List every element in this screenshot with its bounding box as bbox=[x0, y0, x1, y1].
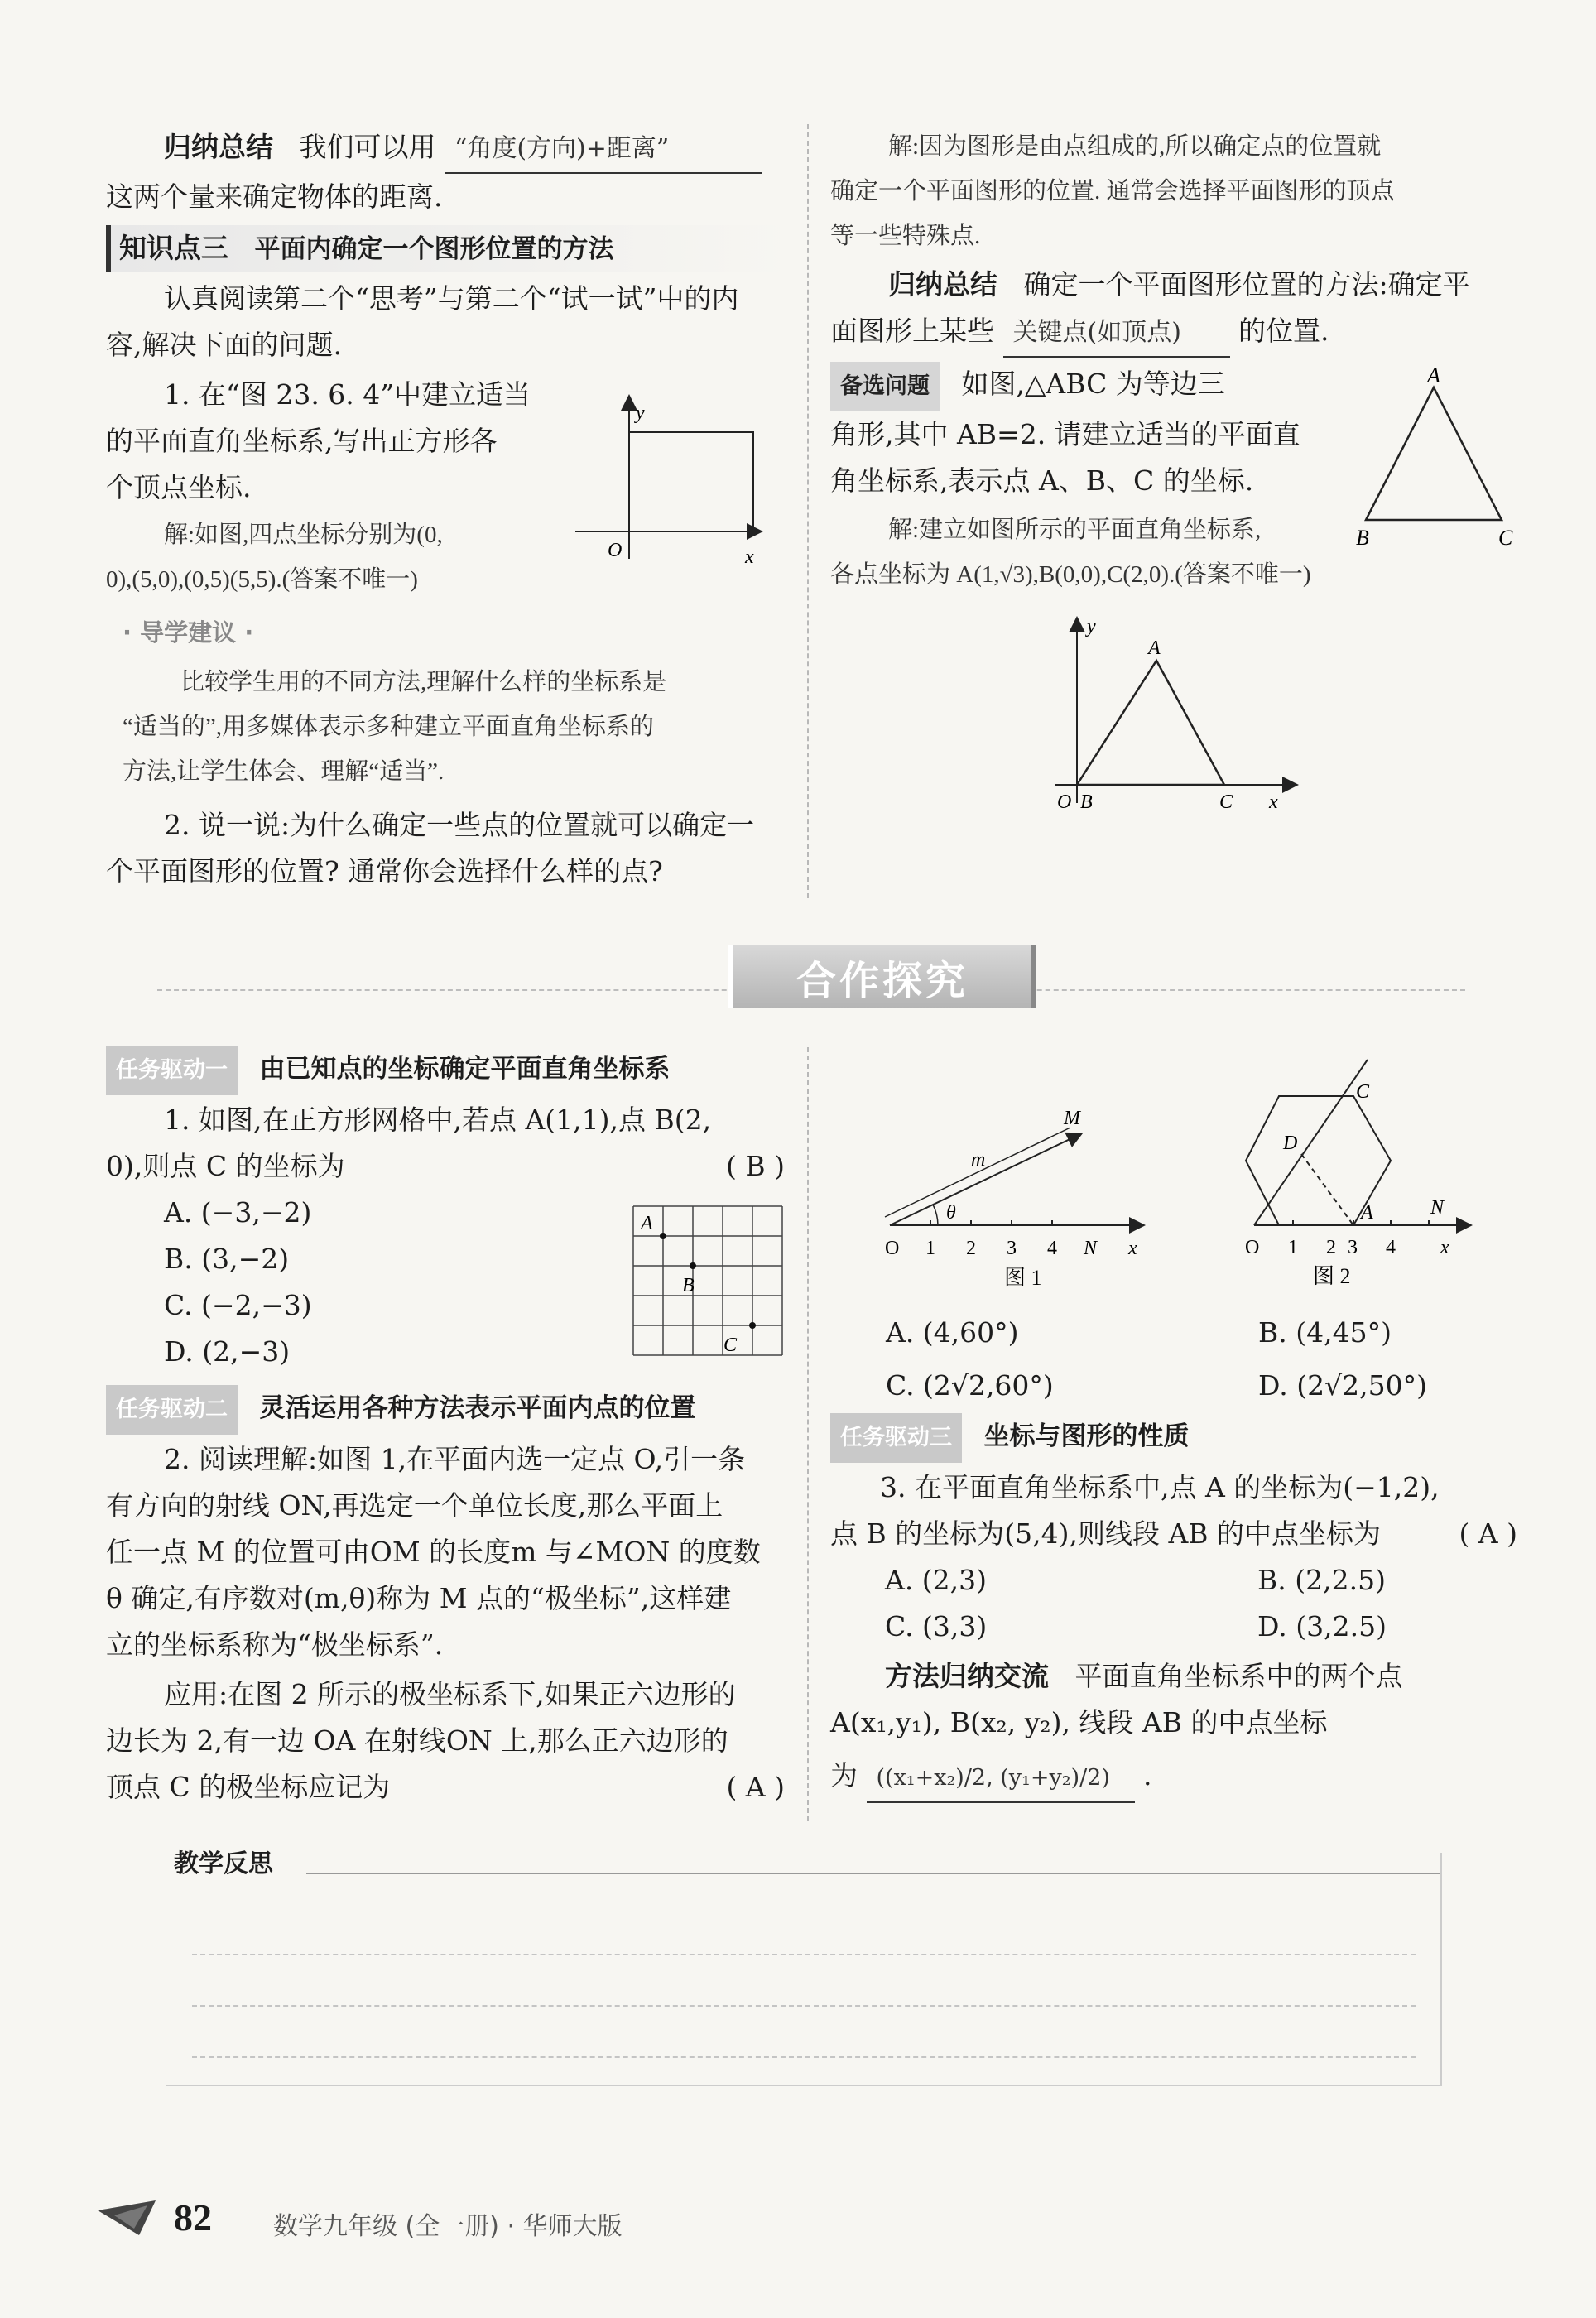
summary2-answer: 关键点(如顶点) bbox=[1003, 310, 1230, 358]
task2-option-b: B. (4,45°) bbox=[1258, 1316, 1392, 1349]
summary-text: 我们可以用 bbox=[299, 131, 436, 163]
n-label: N bbox=[1084, 1238, 1098, 1259]
x-label: x bbox=[1269, 791, 1278, 813]
a-label: A bbox=[1361, 1202, 1373, 1224]
method-line-2: A(x₁,y₁), B(x₂, y₂), 线段 AB 的中点坐标 bbox=[830, 1706, 1328, 1738]
task2-app-line-1: 应用:在图 2 所示的极坐标系下,如果正六边形的 bbox=[164, 1678, 736, 1710]
point-b-label: B bbox=[1356, 526, 1369, 550]
summary2-cont-a: 面图形上某些 bbox=[830, 315, 994, 347]
task3-answer: ( A ) bbox=[1459, 1517, 1517, 1550]
origin-label: O bbox=[1057, 791, 1072, 813]
tick-4: 4 bbox=[1047, 1238, 1057, 1259]
task3-tag: 任务驱动三 bbox=[830, 1413, 962, 1463]
guide-line-2: “适当的”,用多媒体表示多种建立平面直角坐标系的 bbox=[123, 714, 654, 740]
angle-arc bbox=[933, 1205, 938, 1225]
q1-line-2: 的平面直角坐标系,写出正方形各 bbox=[106, 425, 498, 457]
point-b bbox=[690, 1262, 696, 1269]
spare-line-2: 角形,其中 AB=2. 请建立适当的平面直 bbox=[830, 418, 1300, 450]
task1-option-b: B. (3,−2) bbox=[164, 1243, 290, 1275]
point-c bbox=[749, 1322, 756, 1329]
q1-solution-line-2: 0),(5,0),(0,5)(5,5).(答案不唯一) bbox=[106, 566, 418, 593]
summary-continuation: 这两个量来确定物体的距离. bbox=[106, 180, 443, 213]
square-coordinate-figure bbox=[571, 389, 770, 571]
x-label: x bbox=[1128, 1238, 1137, 1259]
task2-option-d: D. (2√2,50°) bbox=[1258, 1369, 1428, 1402]
task2-options bbox=[886, 1310, 1515, 1409]
kp3-title: 平面内确定一个图形位置的方法 bbox=[254, 234, 614, 264]
x-label: x bbox=[1440, 1237, 1449, 1258]
q1-solution-line-1: 解:如图,四点坐标分别为(0, bbox=[164, 522, 443, 548]
guide-line-1: 比较学生用的不同方法,理解什么样的坐标系是 bbox=[180, 669, 667, 695]
task1-option-a: A. (−3,−2) bbox=[164, 1196, 312, 1229]
theta-label: θ bbox=[946, 1202, 956, 1224]
point-a-label: A bbox=[641, 1213, 653, 1234]
length-m-line bbox=[885, 1128, 1070, 1217]
reflection-line-1 bbox=[192, 1954, 1416, 1955]
reflection-top-rule bbox=[306, 1873, 1440, 1874]
intro-line-1: 认真阅读第二个“思考”与第二个“试一试”中的内 bbox=[164, 282, 739, 315]
task2-title: 灵活运用各种方法表示平面内点的位置 bbox=[259, 1393, 696, 1423]
summary2-text: 确定一个平面图形位置的方法:确定平 bbox=[1023, 268, 1470, 301]
banner-box bbox=[728, 945, 1036, 1008]
solution-line-1: 解:因为图形是由点组成的,所以确定点的位置就 bbox=[888, 133, 1382, 160]
spare-solution-line-2: 各点坐标为 A(1,√3),B(0,0),C(2,0).(答案不唯一) bbox=[830, 561, 1311, 588]
q2-line-2: 个平面图形的位置? 通常你会选择什么样的点? bbox=[106, 855, 663, 887]
task3-block: 任务驱动三 坐标与图形的性质 3. 在平面直角坐标系中,点 A 的坐标为(−1,2), 点 B 的坐标为(5,4),则线段 AB 的中点坐标为 ( A ) A. (2,3) B. (2,2.5) C. (3,3) D. (3,2.5) 方法归纳交流 平面直角坐标系中的两个点 A(x₁,y₁), B(x₂, y₂), 线段 AB 的中点坐标 为 ((x₁+x₂)/2, (y₁+y₂)/2) . bbox=[830, 1412, 1517, 1803]
spare-solution-line-1: 解:建立如图所示的平面直角坐标系, bbox=[888, 517, 1262, 543]
task3-q-line-2: 点 B 的坐标为(5,4),则线段 AB 的中点坐标为 bbox=[830, 1517, 1382, 1550]
spare-label: 备选问题 bbox=[830, 362, 940, 411]
summary-label: 归纳总结 bbox=[164, 131, 273, 163]
q1-line-3: 个顶点坐标. bbox=[106, 471, 252, 503]
spare-line-3: 角坐标系,表示点 A、B、C 的坐标. bbox=[830, 464, 1254, 497]
task1-option-d: D. (2,−3) bbox=[164, 1335, 291, 1368]
task3-q-line-1: 3. 在平面直角坐标系中,点 A 的坐标为(−1,2), bbox=[880, 1471, 1440, 1503]
task3-option-b: B. (2,2.5) bbox=[1257, 1564, 1386, 1596]
method-line-1: 平面直角坐标系中的两个点 bbox=[1074, 1660, 1403, 1692]
triangle-axes-figure bbox=[1047, 613, 1312, 828]
guide-label: · 导学建议 · bbox=[123, 618, 254, 647]
spare-line-1: 如图,△ABC 为等边三 bbox=[961, 368, 1225, 400]
point-c-label: C bbox=[723, 1335, 738, 1356]
point-c-label: C bbox=[1219, 791, 1233, 813]
task1-title: 由已知点的坐标确定平面直角坐标系 bbox=[259, 1054, 671, 1084]
method-label: 方法归纳交流 bbox=[885, 1660, 1049, 1692]
task2-app-line-2: 边长为 2,有一边 OA 在射线ON 上,那么正六边形的 bbox=[106, 1724, 728, 1757]
summary2-cont-b: 的位置. bbox=[1238, 315, 1329, 347]
task2-p-line-1: 2. 阅读理解:如图 1,在平面内选一定点 O,引一条 bbox=[164, 1443, 746, 1475]
kp3-label: 知识点三 bbox=[119, 232, 228, 264]
task3-title: 坐标与图形的性质 bbox=[983, 1421, 1190, 1451]
intro-line-2: 容,解决下面的问题. bbox=[106, 329, 342, 361]
reflection-box bbox=[166, 1849, 1442, 2086]
solution-line-3: 等一些特殊点. bbox=[830, 223, 981, 249]
method-line-3: 为 bbox=[830, 1759, 858, 1791]
triangle-abc-axes bbox=[1077, 661, 1224, 785]
tick-1: 1 bbox=[1288, 1237, 1298, 1258]
book-title: 数学九年级 (全一册) · 华师大版 bbox=[273, 2212, 623, 2241]
triangle-abc bbox=[1366, 387, 1502, 520]
m-point-label: M bbox=[1064, 1108, 1080, 1129]
task2-answer: ( A ) bbox=[726, 1771, 785, 1803]
banner-title: 合作探究 bbox=[796, 957, 969, 1004]
origin-label: O bbox=[608, 540, 623, 561]
task3-option-a: A. (2,3) bbox=[885, 1564, 988, 1596]
point-b-label: B bbox=[682, 1275, 695, 1296]
task1-tag: 任务驱动一 bbox=[106, 1046, 238, 1095]
reflection-label: 教学反思 bbox=[174, 1843, 281, 1879]
polar-figure-1 bbox=[873, 1093, 1155, 1291]
x-label: x bbox=[745, 546, 754, 568]
fig1-caption: 图 1 bbox=[1004, 1266, 1042, 1290]
task2-option-c: C. (2√2,60°) bbox=[886, 1369, 1054, 1402]
task2-tag: 任务驱动二 bbox=[106, 1385, 238, 1435]
polar-figure-2 bbox=[1233, 1051, 1482, 1291]
tick-2: 2 bbox=[1326, 1237, 1336, 1258]
triangle-figure bbox=[1349, 364, 1531, 563]
task1-answer: ( B ) bbox=[726, 1150, 785, 1182]
dashed-da bbox=[1301, 1154, 1353, 1225]
task2-p-line-4: θ 确定,有序数对(m,θ)称为 M 点的“极坐标”,这样建 bbox=[106, 1582, 732, 1614]
point-c-label: C bbox=[1498, 526, 1513, 550]
reflection-line-2 bbox=[192, 2005, 1416, 2007]
tick-o: O bbox=[1245, 1237, 1260, 1258]
y-label: y bbox=[636, 402, 645, 424]
summary2-label: 归纳总结 bbox=[888, 268, 997, 301]
page-number: 82 bbox=[174, 2196, 212, 2239]
q2-line-1: 2. 说一说:为什么确定一些点的位置就可以确定一 bbox=[164, 809, 755, 841]
y-label: y bbox=[1087, 616, 1096, 637]
task2-option-a: A. (4,60°) bbox=[886, 1316, 1019, 1349]
d-label: D bbox=[1283, 1133, 1298, 1154]
task2-app-line-3: 顶点 C 的极坐标应记为 bbox=[106, 1771, 391, 1803]
square bbox=[629, 432, 753, 531]
column-divider bbox=[807, 124, 809, 898]
tick-3: 3 bbox=[1007, 1238, 1017, 1259]
fig2-caption: 图 2 bbox=[1313, 1264, 1351, 1288]
reflection-line-3 bbox=[192, 2056, 1416, 2058]
point-a bbox=[660, 1233, 666, 1239]
tick-1: 1 bbox=[925, 1238, 935, 1259]
tick-2: 2 bbox=[966, 1238, 976, 1259]
task1-q-line-1: 1. 如图,在正方形网格中,若点 A(1,1),点 B(2, bbox=[164, 1104, 712, 1136]
grid-figure bbox=[629, 1202, 786, 1359]
ray-oc bbox=[1254, 1060, 1368, 1225]
tick-3: 3 bbox=[1348, 1237, 1358, 1258]
tick-o: O bbox=[885, 1238, 900, 1259]
task3-option-d: D. (3,2.5) bbox=[1257, 1610, 1387, 1642]
task2-p-line-3: 任一点 M 的位置可由OM 的长度m 与∠MON 的度数 bbox=[106, 1536, 761, 1568]
footer-ornament-icon bbox=[98, 2194, 164, 2243]
point-a-label: A bbox=[1427, 364, 1440, 387]
task2-p-line-2: 有方向的射线 ON,再选定一个单位长度,那么平面上 bbox=[106, 1489, 723, 1522]
task2-p-line-5: 立的坐标系称为“极坐标系”. bbox=[106, 1628, 444, 1661]
solution-line-2: 确定一个平面图形的位置. 通常会选择平面图形的顶点 bbox=[830, 178, 1395, 204]
point-b-label: B bbox=[1080, 791, 1093, 813]
m-label: m bbox=[971, 1149, 986, 1171]
task3-option-c: C. (3,3) bbox=[885, 1610, 988, 1642]
task2-block bbox=[106, 1384, 793, 1811]
task1-q-line-2: 0),则点 C 的坐标为 bbox=[106, 1150, 345, 1182]
ray-om bbox=[890, 1134, 1080, 1225]
method-answer: ((x₁+x₂)/2, (y₁+y₂)/2) bbox=[867, 1755, 1135, 1803]
task1-option-c: C. (−2,−3) bbox=[164, 1289, 312, 1321]
guide-line-3: 方法,让学生体会、理解“适当”. bbox=[123, 758, 445, 785]
point-a-label: A bbox=[1148, 637, 1161, 659]
n-label: N bbox=[1430, 1197, 1445, 1219]
tick-4: 4 bbox=[1386, 1237, 1396, 1258]
q1-line-1: 1. 在“图 23. 6. 4”中建立适当 bbox=[164, 378, 531, 411]
c-label: C bbox=[1356, 1081, 1370, 1103]
lower-column-divider bbox=[807, 1047, 809, 1821]
summary-answer: “角度(方向)+距离” bbox=[445, 126, 762, 174]
